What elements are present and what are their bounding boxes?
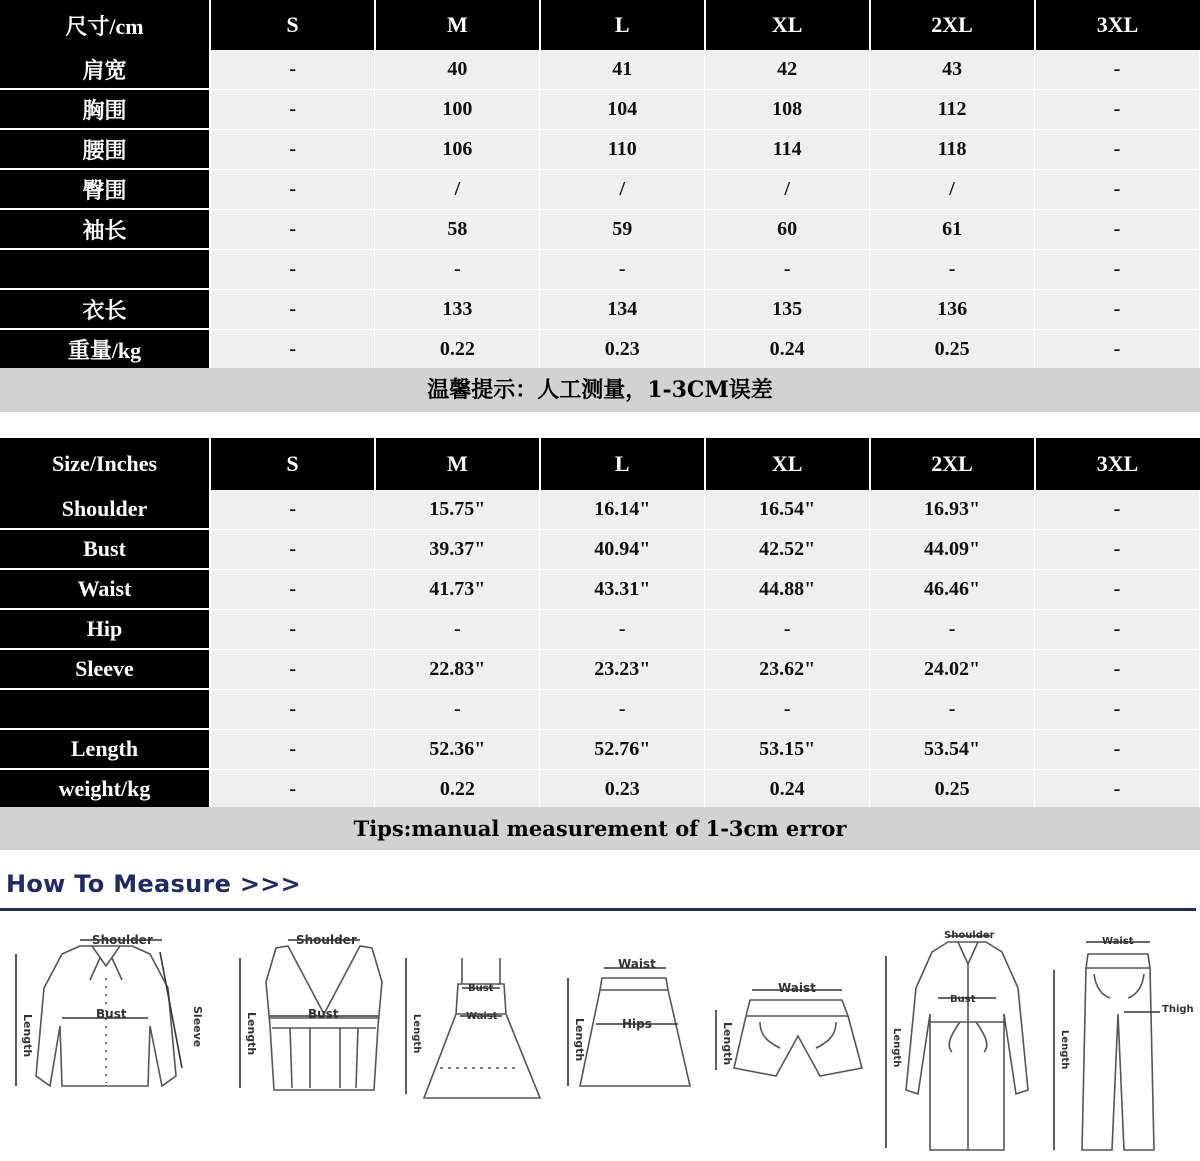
table-row [0, 529, 1200, 569]
label-length-4: Length [573, 1018, 586, 1062]
table-cell: - [1035, 649, 1200, 689]
table-cell: 133 [375, 289, 540, 329]
table-cell: - [870, 609, 1035, 649]
header-size: M [375, 438, 540, 490]
table-cell: 52.76" [540, 729, 705, 769]
table-cell: - [210, 289, 375, 329]
table-cell: 118 [870, 129, 1035, 169]
table-cell: - [375, 249, 540, 289]
row-label: 袖长 [0, 209, 210, 249]
table-cell: - [210, 249, 375, 289]
label-waist-4: Waist [618, 957, 656, 971]
row-label: Sleeve [0, 649, 210, 689]
table-cell: 0.23 [540, 769, 705, 809]
row-label [0, 689, 210, 729]
table-cell: - [1035, 729, 1200, 769]
table-cell: - [1035, 209, 1200, 249]
table-cell: 16.54" [705, 490, 870, 529]
table-cell: - [210, 490, 375, 529]
row-label: Waist [0, 569, 210, 609]
label-length-5: Length [721, 1022, 734, 1066]
table-cell: - [210, 129, 375, 169]
skirt-diagram [568, 957, 690, 1086]
row-label: Length [0, 729, 210, 769]
table-cell: - [375, 609, 540, 649]
header-size: 3XL [1035, 438, 1200, 490]
table-cell: 44.09" [870, 529, 1035, 569]
table-cell: - [210, 529, 375, 569]
table-cell: - [210, 609, 375, 649]
label-shoulder-6: Shoulder [944, 930, 995, 941]
table-cell: 43 [870, 50, 1035, 89]
table-cell: - [1035, 609, 1200, 649]
table-cell: - [1035, 129, 1200, 169]
label-sleeve: Sleeve [191, 1006, 204, 1048]
row-label: weight/kg [0, 769, 210, 809]
table-cell: 60 [705, 209, 870, 249]
label-bust-2: Bust [308, 1007, 339, 1021]
table-cell: 100 [375, 89, 540, 129]
table-cell: - [540, 609, 705, 649]
tank-top-diagram [240, 933, 382, 1090]
blouse-diagram [16, 933, 204, 1086]
coat-diagram [886, 930, 1028, 1150]
header-size: M [375, 0, 540, 50]
row-label [0, 249, 210, 289]
header-size: 3XL [1035, 0, 1200, 50]
table-cell: - [375, 689, 540, 729]
row-label: 腰围 [0, 129, 210, 169]
table-cell: - [1035, 689, 1200, 729]
table-cell: 52.36" [375, 729, 540, 769]
how-to-measure-title: How To Measure >>> [6, 870, 302, 898]
row-label: Bust [0, 529, 210, 569]
table-cell: 15.75" [375, 490, 540, 529]
table-cell: 46.46" [870, 569, 1035, 609]
label-shoulder: Shoulder [92, 933, 153, 947]
table-row [0, 569, 1200, 609]
table-cell: - [1035, 329, 1200, 369]
label-hips: Hips [622, 1017, 652, 1031]
table-cell: - [870, 249, 1035, 289]
table-cell: 43.31" [540, 569, 705, 609]
table-cell: - [705, 249, 870, 289]
label-bust-6: Bust [950, 994, 976, 1005]
label-bust-3: Bust [468, 983, 494, 994]
table-row [0, 649, 1200, 689]
table-cell: - [1035, 249, 1200, 289]
table-cell: - [210, 649, 375, 689]
table-cell: 0.24 [705, 769, 870, 809]
table-cell: - [1035, 169, 1200, 209]
header-size: L [540, 438, 705, 490]
header-corner: 尺寸/cm [0, 0, 210, 50]
dress-diagram [406, 958, 540, 1098]
table-cell: / [870, 169, 1035, 209]
row-label: 衣长 [0, 289, 210, 329]
header-size: XL [705, 0, 870, 50]
label-waist-7: Waist [1102, 936, 1134, 947]
table-row [0, 289, 1200, 329]
label-waist-5: Waist [778, 981, 816, 995]
table-cell: 0.25 [870, 769, 1035, 809]
header-size: XL [705, 438, 870, 490]
label-length-2: Length [245, 1012, 258, 1056]
table-cell: 61 [870, 209, 1035, 249]
label-length: Length [21, 1014, 34, 1058]
table-cell: 41 [540, 50, 705, 89]
pants-diagram [1054, 936, 1194, 1150]
table-cell: 112 [870, 89, 1035, 129]
table-cell: - [210, 729, 375, 769]
row-label: 臀围 [0, 169, 210, 209]
table-cell: 40 [375, 50, 540, 89]
row-label: Shoulder [0, 490, 210, 529]
table-cell: 59 [540, 209, 705, 249]
title-underline [0, 908, 1196, 911]
table-cell: - [1035, 769, 1200, 809]
table-cell: 136 [870, 289, 1035, 329]
table-cell: 40.94" [540, 529, 705, 569]
table-cell: 53.54" [870, 729, 1035, 769]
table-cell: 0.22 [375, 769, 540, 809]
size-table-inches [0, 438, 1200, 810]
label-length-6: Length [891, 1028, 902, 1068]
table-cell: - [210, 769, 375, 809]
table-cell: 39.37" [375, 529, 540, 569]
table-cell: 24.02" [870, 649, 1035, 689]
label-thigh: Thigh [1162, 1004, 1194, 1015]
row-label: 胸围 [0, 89, 210, 129]
table-cell: - [1035, 89, 1200, 129]
table-cell: - [870, 689, 1035, 729]
row-label: 重量/kg [0, 329, 210, 369]
header-size: L [540, 0, 705, 50]
table-cell: - [1035, 529, 1200, 569]
header-size: 2XL [870, 438, 1035, 490]
table-row [0, 689, 1200, 729]
table-cell: 41.73" [375, 569, 540, 609]
label-length-3: Length [411, 1014, 422, 1054]
table-cell: - [540, 689, 705, 729]
table-row [0, 169, 1200, 209]
shorts-diagram [716, 981, 862, 1076]
table-cell: - [210, 329, 375, 369]
table-row [0, 50, 1200, 89]
table-row [0, 209, 1200, 249]
table-cell: - [1035, 490, 1200, 529]
header-size: S [210, 438, 375, 490]
label-shoulder-2: Shoulder [296, 933, 357, 947]
row-label: Hip [0, 609, 210, 649]
label-length-7: Length [1059, 1030, 1070, 1070]
table-cell: - [210, 50, 375, 89]
table-header-row [0, 438, 1200, 490]
table-cell: 0.24 [705, 329, 870, 369]
table-cell: 0.22 [375, 329, 540, 369]
tip-bar-inches: Tips:manual measurement of 1-3cm error [0, 807, 1200, 850]
header-size: 2XL [870, 0, 1035, 50]
label-bust: Bust [96, 1007, 127, 1021]
table-cell: - [210, 689, 375, 729]
table-cell: / [375, 169, 540, 209]
table-cell: - [210, 569, 375, 609]
table-row [0, 490, 1200, 529]
table-cell: 42.52" [705, 529, 870, 569]
table-cell: - [210, 89, 375, 129]
table-row [0, 769, 1200, 809]
table-cell: - [210, 209, 375, 249]
table-cell: 16.93" [870, 490, 1035, 529]
table-row [0, 729, 1200, 769]
table-cell: / [540, 169, 705, 209]
table-header-row [0, 0, 1200, 50]
table-cell: 42 [705, 50, 870, 89]
table-cell: 53.15" [705, 729, 870, 769]
table-cell: 134 [540, 289, 705, 329]
table-row [0, 129, 1200, 169]
table-cell: 104 [540, 89, 705, 129]
header-corner: Size/Inches [0, 438, 210, 490]
table-cell: 114 [705, 129, 870, 169]
table-cell: 22.83" [375, 649, 540, 689]
table-cell: 106 [375, 129, 540, 169]
header-size: S [210, 0, 375, 50]
table-cell: - [1035, 289, 1200, 329]
table-row [0, 89, 1200, 129]
table-cell: - [1035, 50, 1200, 89]
table-cell: - [705, 609, 870, 649]
table-cell: 0.23 [540, 329, 705, 369]
table-cell: 58 [375, 209, 540, 249]
tip-bar-cm: 温馨提示：人工测量，1-3CM误差 [0, 368, 1200, 412]
label-waist-3: Waist [466, 1011, 498, 1022]
table-cell: 0.25 [870, 329, 1035, 369]
table-cell: - [705, 689, 870, 729]
table-cell: - [210, 169, 375, 209]
table-row [0, 609, 1200, 649]
table-cell: - [1035, 569, 1200, 609]
table-cell: 23.62" [705, 649, 870, 689]
table-row [0, 329, 1200, 369]
table-cell: 135 [705, 289, 870, 329]
size-table-cm [0, 0, 1200, 370]
table-cell: 110 [540, 129, 705, 169]
table-cell: 108 [705, 89, 870, 129]
table-cell: - [540, 249, 705, 289]
table-row [0, 249, 1200, 289]
table-cell: 44.88" [705, 569, 870, 609]
measure-diagrams [0, 918, 1200, 1158]
table-cell: 16.14" [540, 490, 705, 529]
table-cell: / [705, 169, 870, 209]
row-label: 肩宽 [0, 50, 210, 89]
table-cell: 23.23" [540, 649, 705, 689]
